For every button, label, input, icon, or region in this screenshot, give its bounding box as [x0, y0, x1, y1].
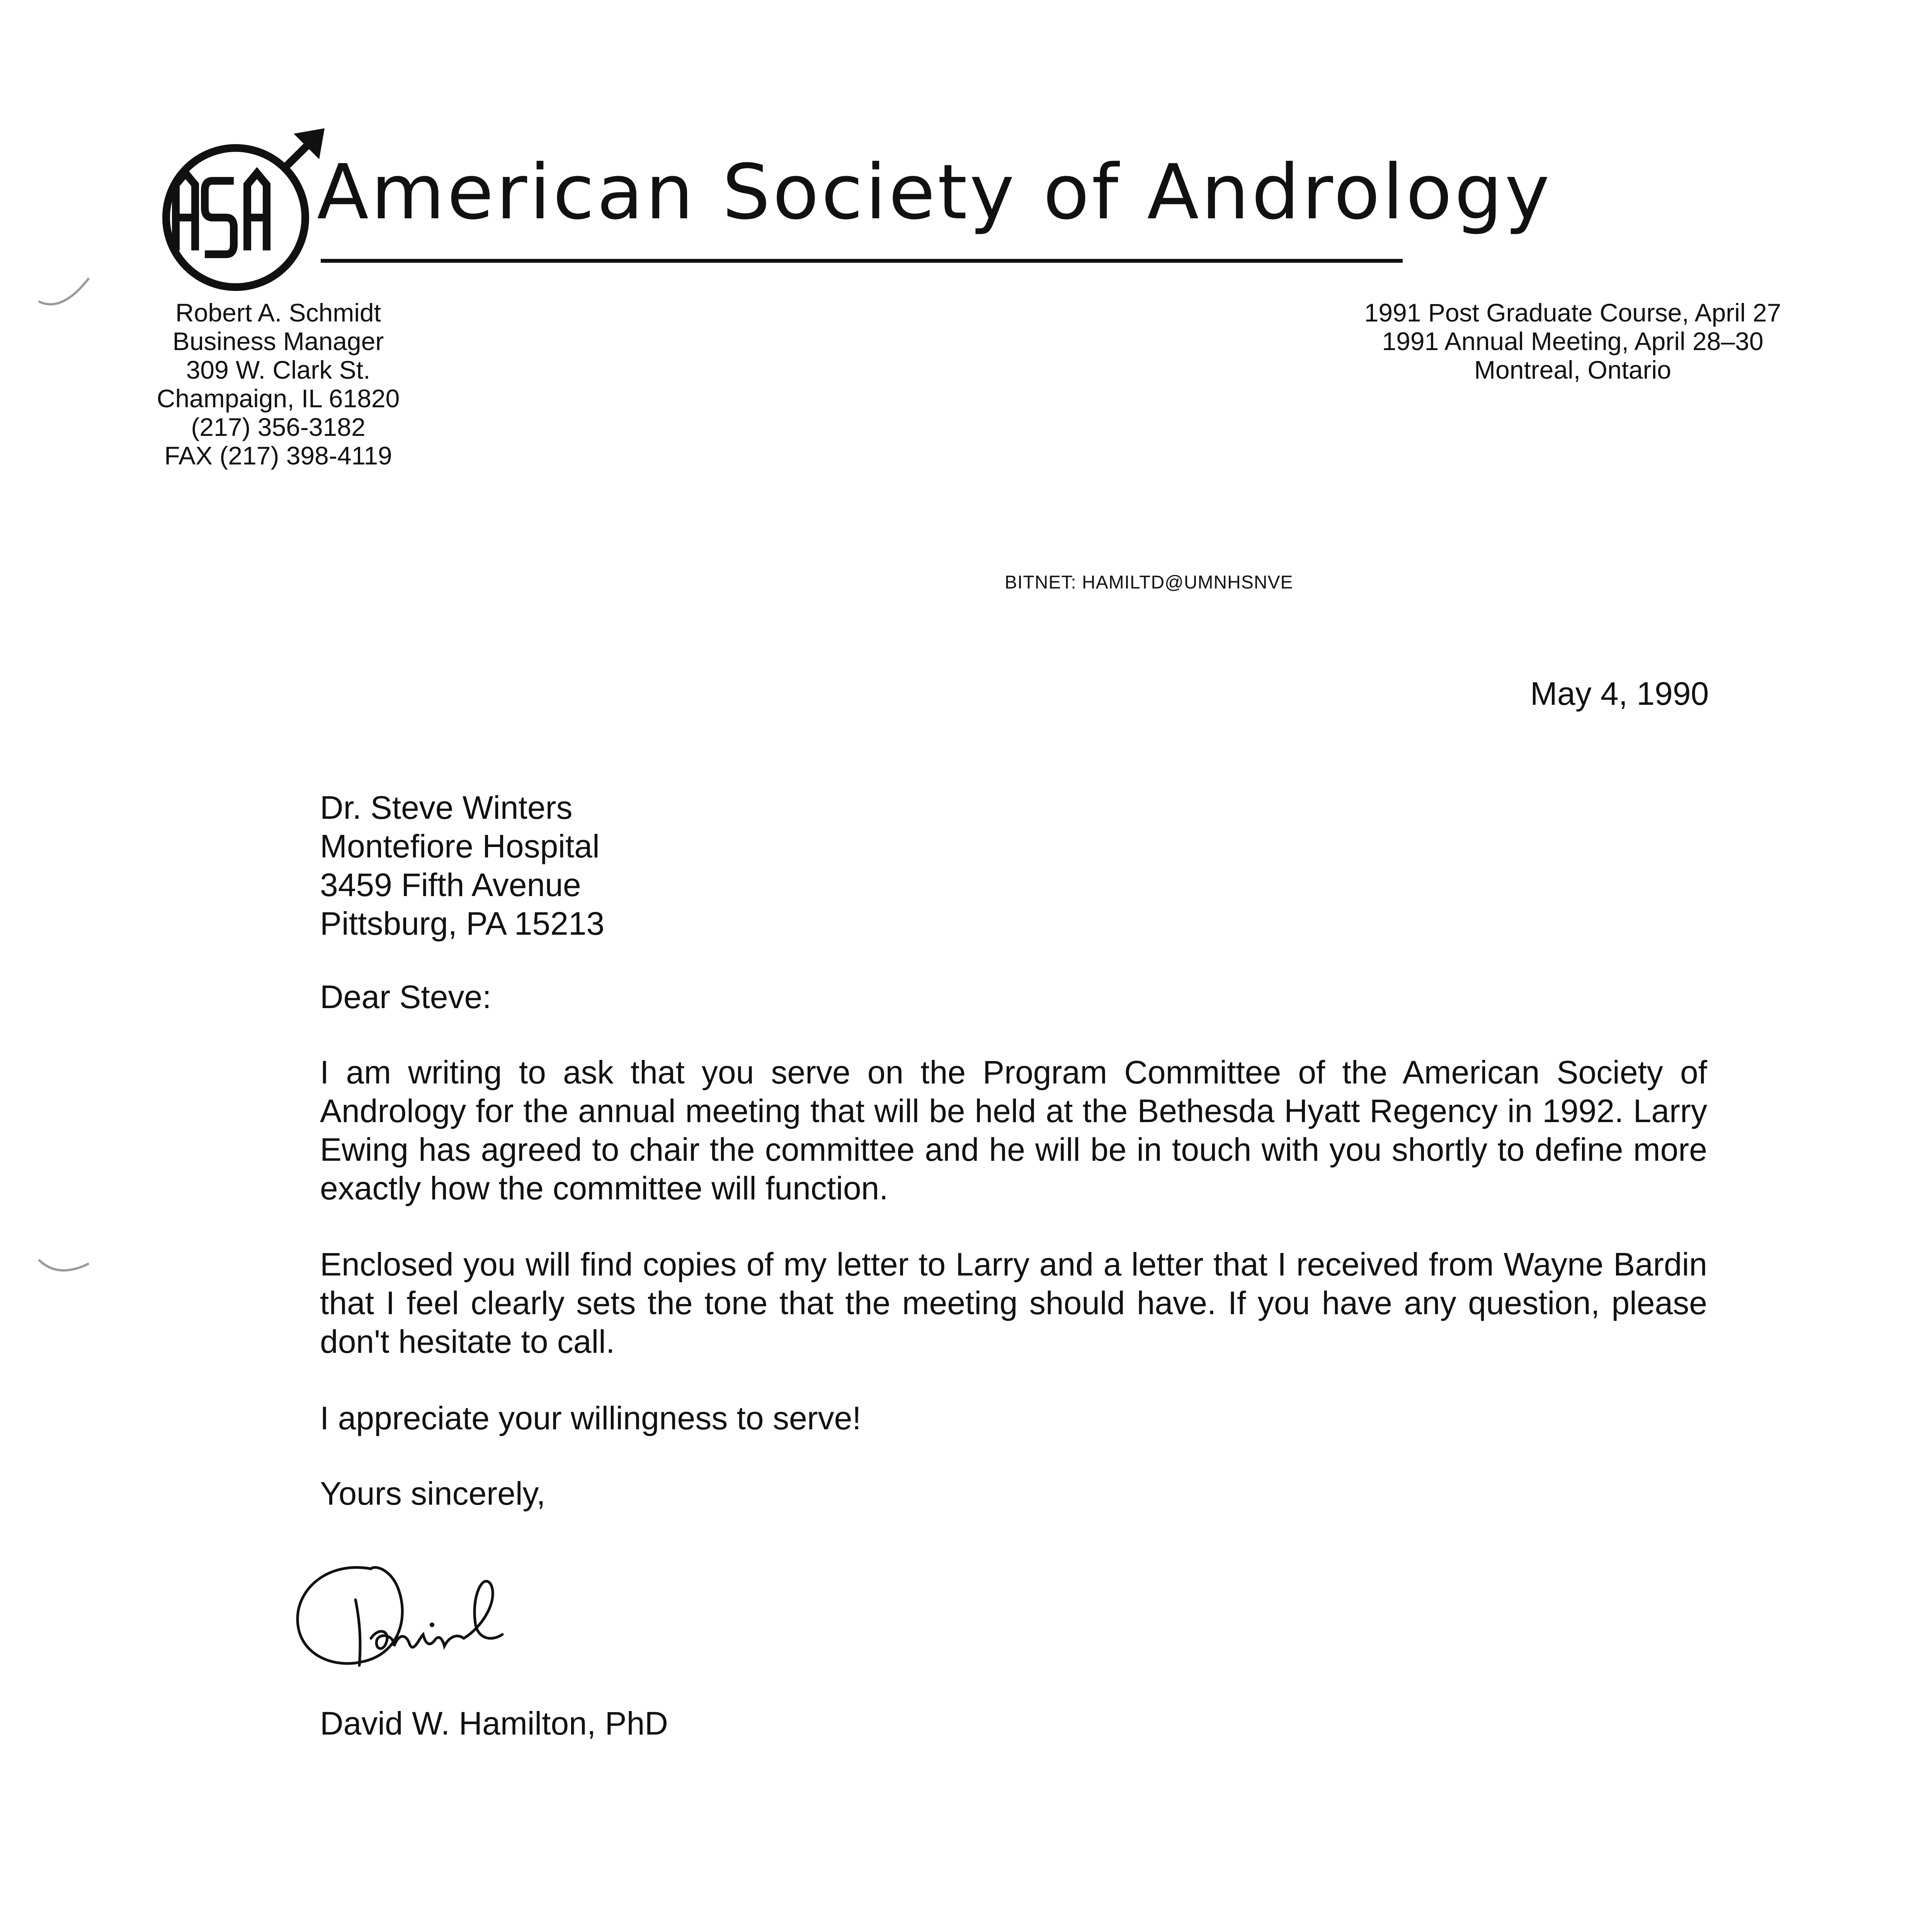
recipient-line: Dr. Steve Winters — [320, 789, 573, 826]
closing: Yours sincerely, — [320, 1475, 546, 1512]
meeting-info — [1306, 298, 1839, 384]
punch-hole-shadow-icon — [31, 1221, 100, 1291]
letter-date: May 4, 1990 — [1530, 675, 1709, 712]
sender-line: (217) 356-3182 — [191, 413, 366, 441]
society-name: American Society of Andrology — [317, 148, 1552, 236]
sender-line: FAX (217) 398-4119 — [164, 441, 392, 470]
body-paragraph: I am writing to ask that you serve on the Program Committee of the American Society of Andrology for the annual meeting that will be held at the Bethesda Hyatt Regency in 1992. Larry Ewing has agreed to chair the committee and he will be in touch with you shortly to define more exactly how the committee will function. — [320, 1054, 1707, 1206]
sender-line: Robert A. Schmidt — [175, 298, 381, 327]
recipient-address — [320, 788, 604, 943]
body-paragraph: Enclosed you will find copies of my letter to Larry and a letter that I received from Wayne Bardin that I feel clearly sets the tone that the meeting should have. If you have any question, please don't hesitate to call. — [320, 1246, 1707, 1360]
bitnet-address: BITNET: HAMILTD@UMNHSNVE — [1005, 572, 1293, 593]
handwritten-signature — [282, 1542, 553, 1704]
meeting-line: 1991 Annual Meeting, April 28–30 — [1382, 327, 1764, 355]
sender-line: Business Manager — [172, 327, 384, 355]
sender-line: 309 W. Clark St. — [186, 355, 371, 384]
society-logo-icon — [155, 123, 332, 301]
business-manager-address — [131, 298, 425, 470]
recipient-line: 3459 Fifth Avenue — [320, 867, 581, 903]
sender-line: Champaign, IL 61820 — [156, 384, 400, 413]
header-rule — [321, 259, 1403, 263]
meeting-line: Montreal, Ontario — [1474, 355, 1671, 384]
signer-name: David W. Hamilton, PhD — [320, 1705, 668, 1742]
salutation: Dear Steve: — [320, 979, 492, 1015]
punch-hole-shadow-icon — [31, 255, 100, 325]
recipient-line: Montefiore Hospital — [320, 828, 600, 864]
recipient-line: Pittsburg, PA 15213 — [320, 905, 605, 942]
body-paragraph: I appreciate your willingness to serve! — [320, 1400, 861, 1436]
meeting-line: 1991 Post Graduate Course, April 27 — [1364, 298, 1781, 327]
